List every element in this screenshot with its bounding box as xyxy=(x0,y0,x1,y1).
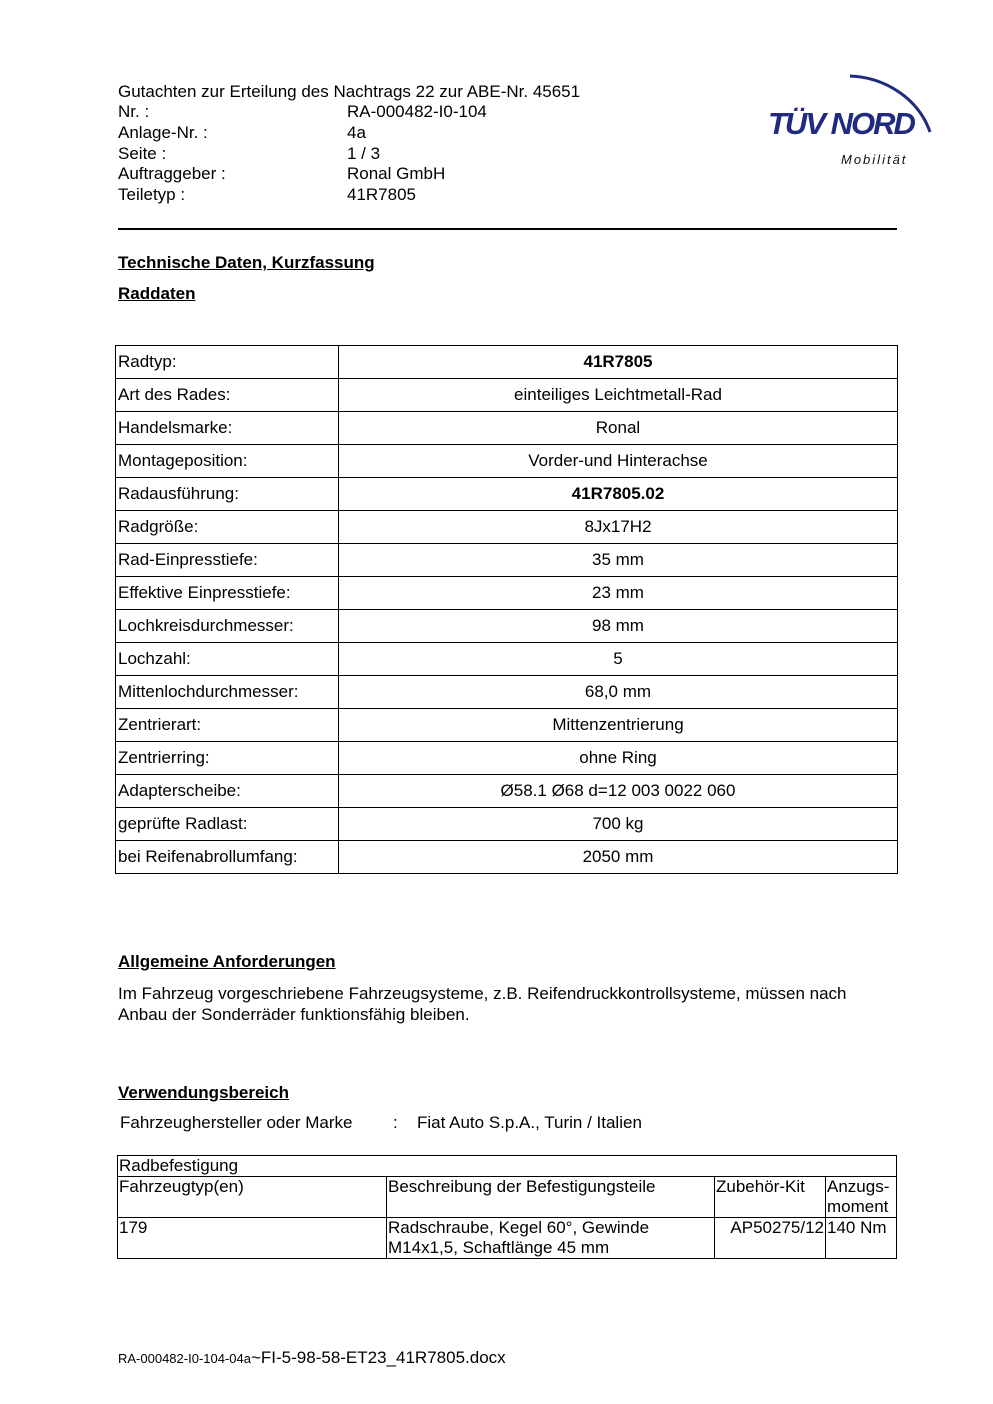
spec-value: Ø58.1 Ø68 d=12 003 0022 060 xyxy=(339,775,898,808)
wheel-fixing-table xyxy=(117,1155,897,1259)
section-heading-anforderungen: Allgemeine Anforderungen xyxy=(118,952,336,971)
header-value: 41R7805 xyxy=(347,185,417,204)
manufacturer-label: Fahrzeughersteller oder Marke xyxy=(120,1113,353,1132)
spec-value: 41R7805.02 xyxy=(339,478,898,511)
header-label: Teiletyp : xyxy=(118,185,186,204)
table-row xyxy=(116,841,898,874)
fixing-cell-kit: AP50275/12 xyxy=(715,1218,826,1259)
table-row xyxy=(116,709,898,742)
fixing-header-description: Beschreibung der Befestigungsteile xyxy=(387,1177,715,1218)
logo-subtitle: Mobilität xyxy=(841,152,908,167)
spec-value: Ronal xyxy=(339,412,898,445)
spec-value: ohne Ring xyxy=(339,742,898,775)
fixing-cell-vehicle: 179 xyxy=(118,1218,387,1259)
spec-value: 700 kg xyxy=(339,808,898,841)
footer-doc-id: RA-000482-I0-104-04a xyxy=(118,1351,251,1366)
section-heading-technische-daten: Technische Daten, Kurzfassung xyxy=(118,253,375,272)
table-row xyxy=(116,478,898,511)
header-value: 4a xyxy=(347,123,366,142)
spec-label: Lochzahl: xyxy=(116,643,339,676)
logo-text: TÜV NORD xyxy=(768,106,914,141)
table-row xyxy=(116,445,898,478)
footer-doc-file: ~FI-5-98-58-ET23_41R7805.docx xyxy=(250,1348,506,1367)
table-row xyxy=(116,610,898,643)
spec-label: Radtyp: xyxy=(116,346,339,379)
spec-label: Radgröße: xyxy=(116,511,339,544)
spec-label: Zentrierart: xyxy=(116,709,339,742)
header-label: Auftraggeber : xyxy=(118,164,226,183)
fixing-cell-description: Radschraube, Kegel 60°, Gewinde M14x1,5, Schaftlänge 45 mm xyxy=(387,1218,715,1259)
header-divider xyxy=(118,228,897,230)
spec-label: Montageposition: xyxy=(116,445,339,478)
spec-value: 5 xyxy=(339,643,898,676)
spec-value: 8Jx17H2 xyxy=(339,511,898,544)
table-row xyxy=(116,643,898,676)
header-value: 1 / 3 xyxy=(347,144,381,163)
spec-value: 23 mm xyxy=(339,577,898,610)
table-row xyxy=(118,1218,897,1259)
manufacturer-value: Fiat Auto S.p.A., Turin / Italien xyxy=(417,1113,642,1132)
spec-value: 98 mm xyxy=(339,610,898,643)
spec-label: Handelsmarke: xyxy=(116,412,339,445)
fixing-header-kit: Zubehör-Kit xyxy=(715,1177,826,1218)
spec-label: geprüfte Radlast: xyxy=(116,808,339,841)
table-row xyxy=(116,775,898,808)
spec-label: Mittenlochdurchmesser: xyxy=(116,676,339,709)
spec-value: 2050 mm xyxy=(339,841,898,874)
table-row xyxy=(116,412,898,445)
spec-label: Effektive Einpresstiefe: xyxy=(116,577,339,610)
spec-value: 68,0 mm xyxy=(339,676,898,709)
table-row xyxy=(116,577,898,610)
section-subheading-raddaten: Raddaten xyxy=(118,284,196,303)
footer-filename xyxy=(118,1348,506,1368)
manufacturer-separator: : xyxy=(393,1113,398,1132)
spec-value: einteiliges Leichtmetall-Rad xyxy=(339,379,898,412)
wheel-specs-table xyxy=(115,345,898,874)
table-row xyxy=(116,808,898,841)
fixing-header-vehicle: Fahrzeugtyp(en) xyxy=(118,1177,387,1218)
spec-value: Vorder-und Hinterachse xyxy=(339,445,898,478)
fixing-cell-torque: 140 Nm xyxy=(826,1218,897,1259)
anforderungen-text: Im Fahrzeug vorgeschriebene Fahrzeugsysteme, z.B. Reifendruckkontrollsysteme, müssen nach Anbau der Sonderräder funktionsfähig bleiben. xyxy=(118,984,847,1024)
header-value: Ronal GmbH xyxy=(347,164,446,183)
spec-label: Art des Rades: xyxy=(116,379,339,412)
spec-label: Zentrierring: xyxy=(116,742,339,775)
fixing-caption: Radbefestigung xyxy=(118,1156,897,1177)
header-label: Seite : xyxy=(118,144,167,163)
spec-value: Mittenzentrierung xyxy=(339,709,898,742)
document-title: Gutachten zur Erteilung des Nachtrags 22 zur ABE-Nr. 45651 xyxy=(118,82,581,101)
spec-value: 35 mm xyxy=(339,544,898,577)
spec-label: Lochkreisdurchmesser: xyxy=(116,610,339,643)
spec-label: Adapterscheibe: xyxy=(116,775,339,808)
spec-label: bei Reifenabrollumfang: xyxy=(116,841,339,874)
table-row xyxy=(116,511,898,544)
spec-value: 41R7805 xyxy=(339,346,898,379)
section-heading-verwendungsbereich: Verwendungsbereich xyxy=(118,1083,289,1102)
table-row xyxy=(116,379,898,412)
table-row xyxy=(116,346,898,379)
fixing-header-torque: Anzugs- moment xyxy=(826,1177,897,1218)
tuev-nord-logo xyxy=(762,56,942,171)
table-row xyxy=(116,544,898,577)
spec-label: Rad-Einpresstiefe: xyxy=(116,544,339,577)
table-row xyxy=(116,676,898,709)
header-label: Anlage-Nr. : xyxy=(118,123,208,142)
table-row xyxy=(116,742,898,775)
header-value: RA-000482-I0-104 xyxy=(347,102,487,121)
spec-label: Radausführung: xyxy=(116,478,339,511)
header-label: Nr. : xyxy=(118,102,150,121)
